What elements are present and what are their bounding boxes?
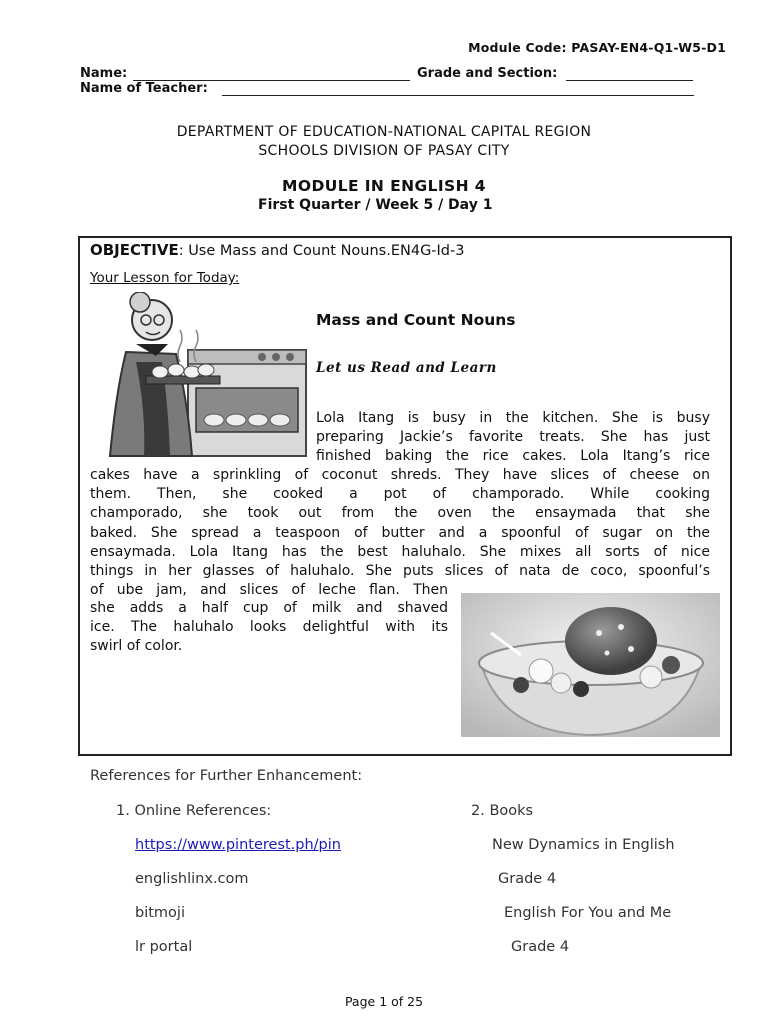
module-title: MODULE IN ENGLISH 4 <box>282 177 486 195</box>
reference-book-item: English For You and Me <box>504 905 672 921</box>
references-title: References for Further Enhancement: <box>90 768 363 784</box>
passage-paragraph-3 <box>90 599 448 657</box>
reference-book-item: New Dynamics in English <box>492 837 675 853</box>
passage-line: she adds a half cup of milk and shaved <box>90 600 448 616</box>
passage-paragraph-2 <box>90 466 710 581</box>
reference-online-item: lr portal <box>135 939 193 955</box>
passage-line: finished baking the rice cakes. Lola Itang’s rice <box>316 448 710 465</box>
haluhalo-photo <box>461 593 720 737</box>
lesson-title: Mass and Count Nouns <box>316 311 516 329</box>
reference-book-item: Grade 4 <box>511 939 570 955</box>
passage-line: preparing Jackie’s favorite treats. She has just <box>316 429 710 446</box>
teacher-label: Name of Teacher: <box>80 81 208 96</box>
passage-line: ensaymada. Lola Itang has the best haluhalo. She mixes all sorts of nice <box>90 543 710 560</box>
passage-line: of ube jam, and slices of leche flan. Then <box>90 582 448 598</box>
reference-link-pinterest[interactable]: https://www.pinterest.ph/pin <box>135 837 341 853</box>
passage-line: them. Then, she cooked a pot of champorado. While cooking <box>90 486 710 503</box>
passage-line: champorado, she took out from the oven the ensaymada that she <box>90 505 710 522</box>
module-subtitle: First Quarter / Week 5 / Day 1 <box>258 197 493 213</box>
lesson-today-heading: Your Lesson for Today: <box>90 270 240 286</box>
objective-label: OBJECTIVE <box>90 241 179 259</box>
grandma-baking-illustration <box>96 292 310 460</box>
grade-section-label: Grade and Section: <box>417 66 558 81</box>
passage-paragraph-1 <box>316 409 710 467</box>
dept-line-2: SCHOOLS DIVISION OF PASAY CITY <box>258 143 510 159</box>
passage-line: things in her glasses of haluhalo. She puts slices of nata de coco, spoonful’s <box>90 563 710 580</box>
name-label: Name: <box>80 66 128 81</box>
passage-line: Lola Itang is busy in the kitchen. She is busy <box>316 410 710 426</box>
passage-line: cakes have a sprinkling of coconut shreds. They have slices of cheese on <box>90 467 710 483</box>
teacher-field-line[interactable] <box>222 81 694 96</box>
grade-section-field-line[interactable] <box>566 66 693 81</box>
reference-book-item: Grade 4 <box>498 871 557 887</box>
passage-line: baked. She spread a teaspoon of butter and a spoonful of sugar on the <box>90 524 710 541</box>
dept-line-1: DEPARTMENT OF EDUCATION-NATIONAL CAPITAL REGION <box>176 124 592 140</box>
passage-line: ice. The haluhalo looks delightful with its <box>90 619 448 636</box>
objective-text: : Use Mass and Count Nouns.EN4G-Id-3 <box>178 243 465 259</box>
objective <box>90 241 464 259</box>
module-code: Module Code: PASAY-EN4-Q1-W5-D1 <box>468 40 726 55</box>
read-and-learn-heading: Let us Read and Learn <box>316 360 497 376</box>
books-label: 2. Books <box>471 803 534 819</box>
page-number-footer: Page 1 of 25 <box>344 994 424 1009</box>
passage-paragraph-2-tail <box>90 581 448 600</box>
reference-online-item: bitmoji <box>135 905 185 921</box>
name-field-line[interactable] <box>133 66 410 81</box>
passage-line: swirl of color. <box>90 638 183 655</box>
online-references-label: 1. Online References: <box>116 803 272 819</box>
reference-online-item: englishlinx.com <box>135 871 249 887</box>
